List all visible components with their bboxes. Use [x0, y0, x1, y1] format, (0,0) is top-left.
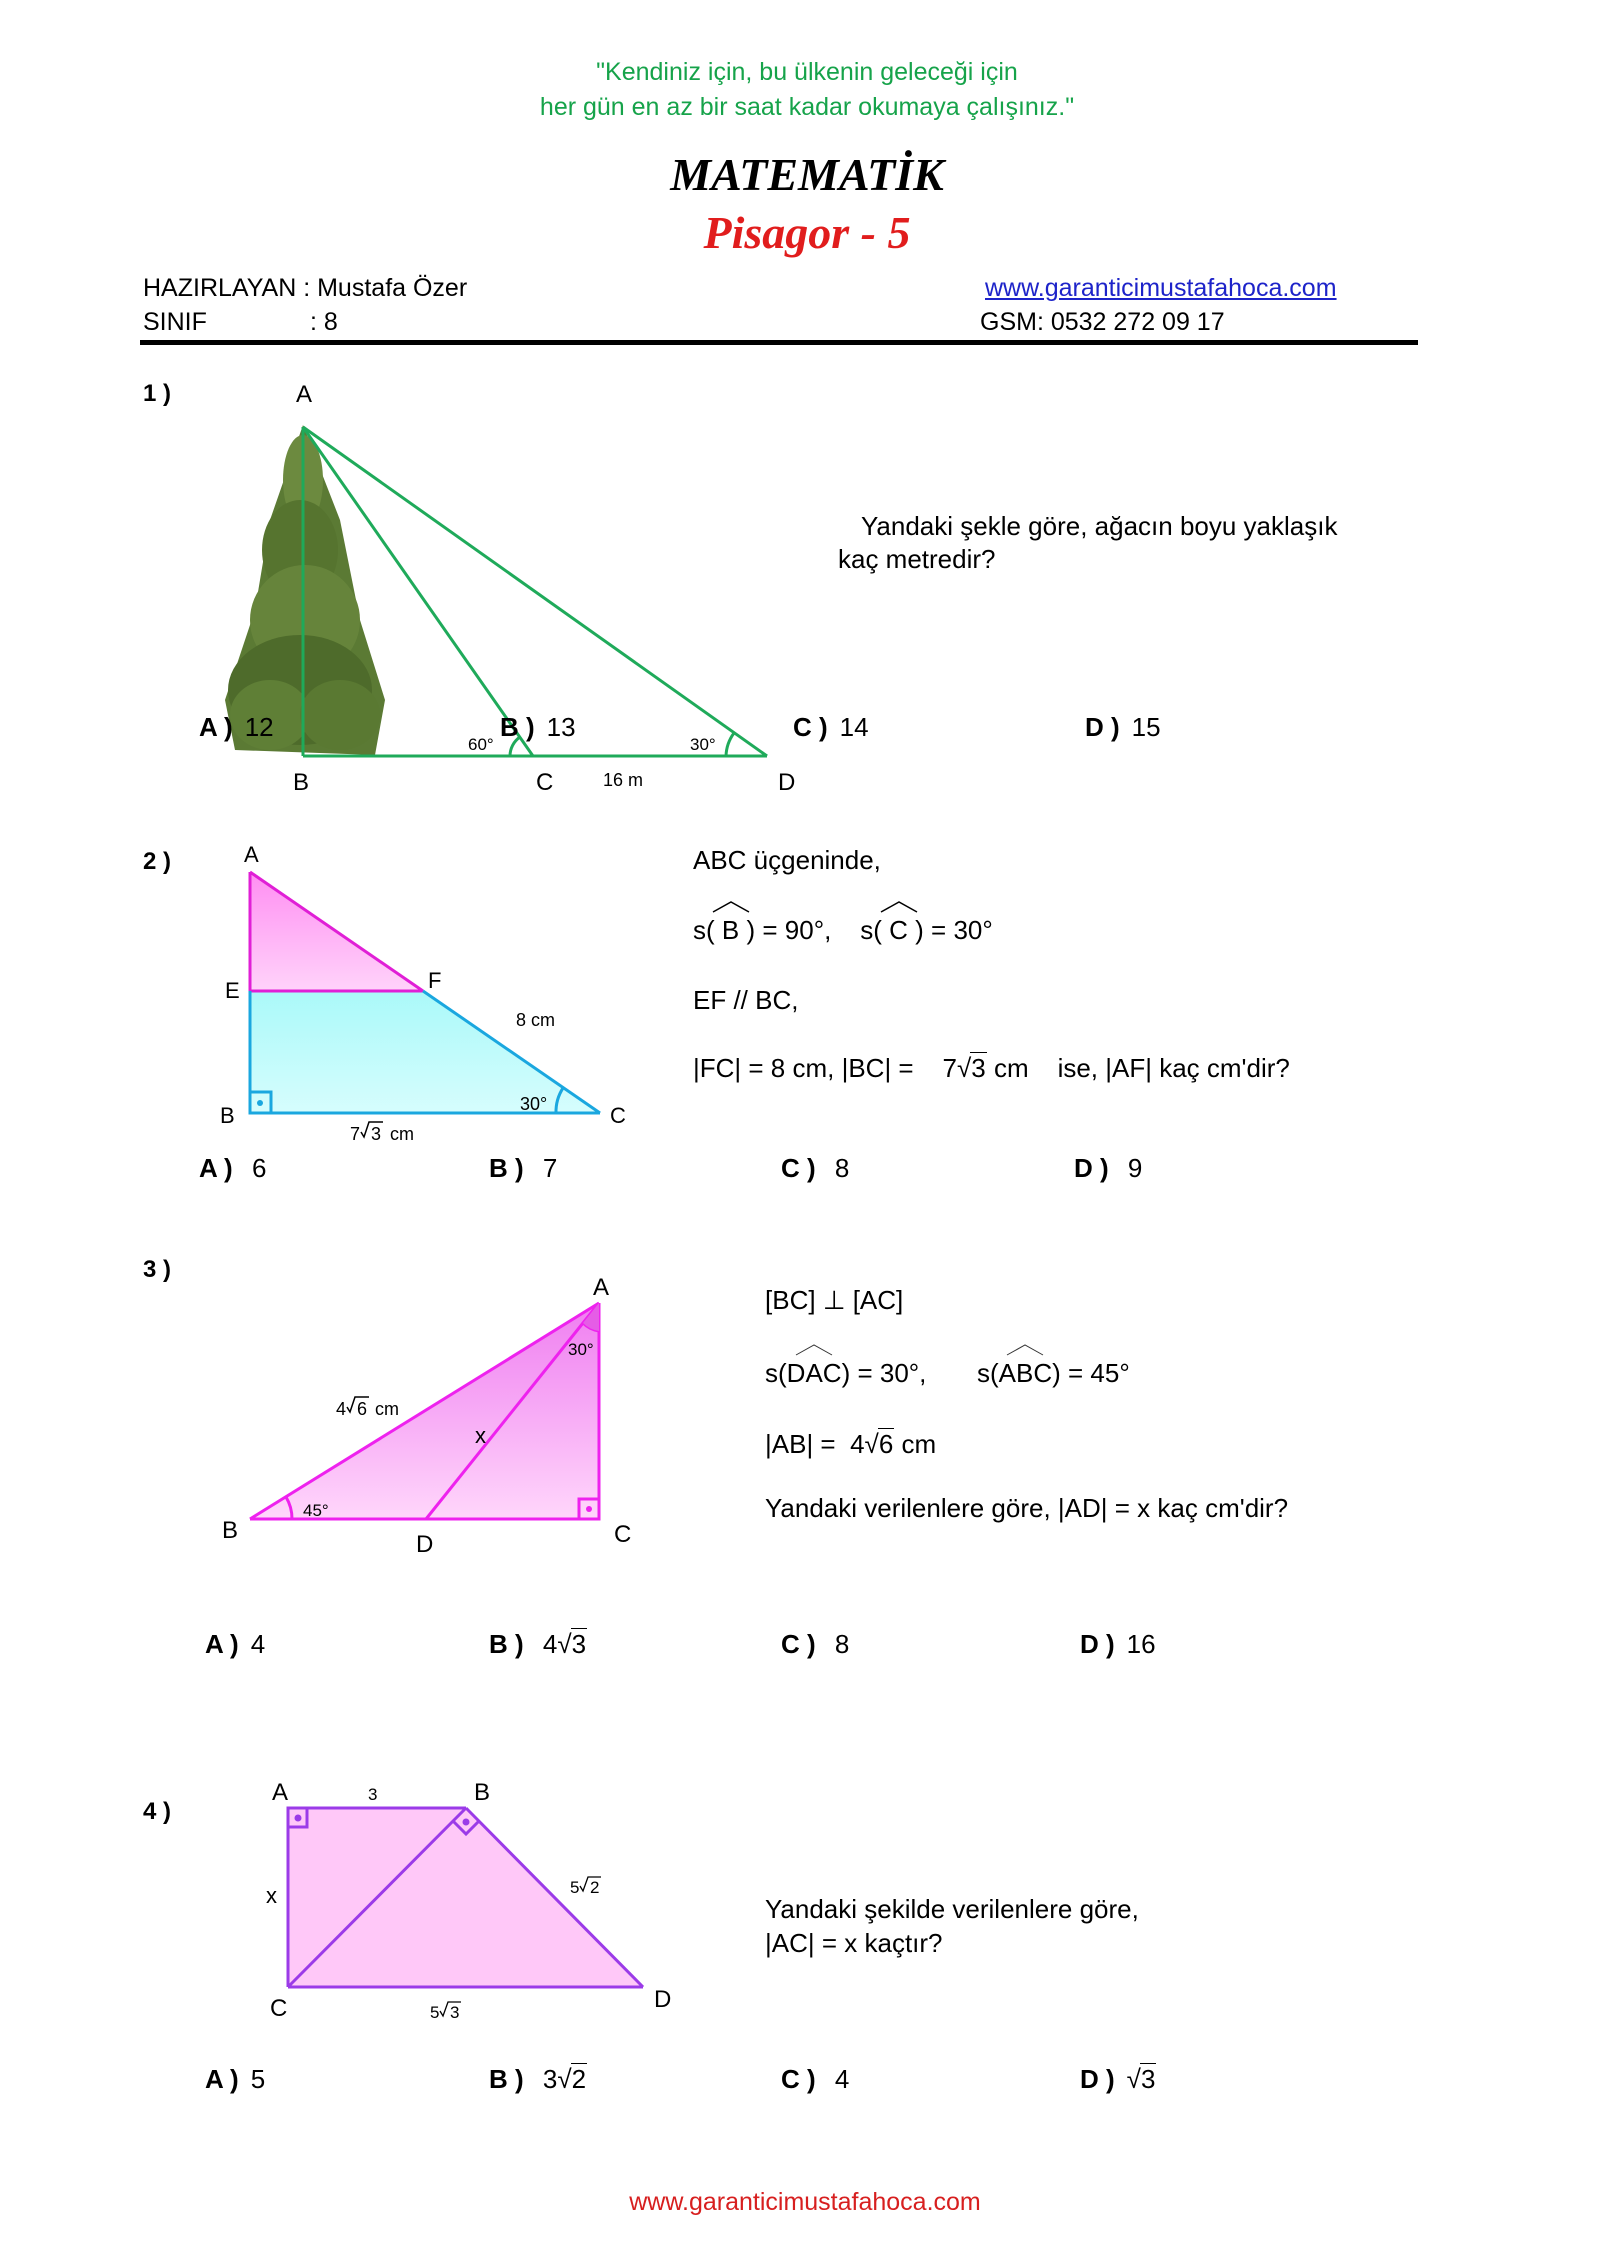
segment-CD-label [430, 2002, 461, 2022]
angle-D-arc [726, 733, 734, 756]
option-value: 12 [244, 712, 274, 742]
question-3-figure [210, 1274, 650, 1570]
label-D: D [778, 769, 796, 796]
phone-number: GSM: 0532 272 09 17 [980, 308, 1225, 336]
subject-title: MATEMATİK [670, 149, 944, 200]
label-F: F [428, 968, 442, 993]
angle-B-hat: B [715, 914, 747, 947]
question-1-figure [200, 370, 820, 810]
svg-text:3: 3 [371, 1124, 382, 1144]
question-3-line4: Yandaki verilenlere göre, |AD| = x kaç cm'dir? [765, 1493, 1289, 1523]
question-4-number: 4 ) [143, 1798, 172, 1825]
angle-A-label: 30° [568, 1340, 594, 1359]
svg-text:4: 4 [336, 1399, 347, 1419]
option-value: 14 [839, 712, 869, 742]
angle-DAC-hat: DAC [787, 1357, 842, 1390]
tree-icon [225, 425, 385, 755]
segment-CD-label: 16 m [603, 770, 644, 790]
question-2-option-a[interactable]: A ) 6 [199, 1153, 267, 1183]
label-A: A [244, 842, 259, 867]
question-3-option-d[interactable]: D ) 16 [1080, 1629, 1156, 1659]
header-divider [140, 340, 1418, 345]
label-B: B [222, 1517, 239, 1544]
ab-value: 4√6 cm [850, 1429, 937, 1459]
svg-text:cm: cm [390, 1124, 414, 1144]
segment-AB-label [336, 1397, 399, 1419]
bc-value: 7√3 cm [942, 1053, 1029, 1083]
class-label: SINIF [143, 308, 207, 336]
question-4-option-c[interactable]: C ) 4 [781, 2064, 850, 2094]
footer-website[interactable]: www.garanticimustafahoca.com [629, 2188, 981, 2216]
segment-AC-label: x [266, 1883, 277, 1908]
question-1-text-line1: Yandaki şekle göre, ağacın boyu yaklaşık [861, 511, 1338, 541]
option-value: 13 [546, 712, 576, 742]
author-label: HAZIRLAYAN : Mustafa Özer [143, 274, 468, 302]
question-2-line3: EF // BC, [693, 985, 799, 1015]
question-1-option-d[interactable] [1085, 712, 1161, 743]
motto-line-2: her gün en az bir saat kadar okumaya çalışınız." [539, 93, 1075, 121]
question-1-option-b[interactable] [500, 712, 576, 743]
option-letter: B ) [500, 712, 535, 742]
question-4-figure [250, 1780, 690, 2040]
question-4-option-b[interactable]: B ) 3√2 [489, 2064, 587, 2094]
angle-C-pre: s( [860, 915, 882, 945]
angle-ABC-hat: ABC [999, 1357, 1052, 1390]
angle-B-pre: s( [693, 915, 715, 945]
question-2-line2 [693, 914, 993, 947]
question-2-option-d[interactable]: D ) 9 [1074, 1153, 1143, 1183]
question-1-option-c[interactable] [793, 712, 869, 743]
question-3-option-b[interactable]: B ) 4√3 [489, 1629, 587, 1659]
label-A: A [593, 1274, 610, 1301]
label-C: C [536, 769, 554, 796]
question-1-number: 1 ) [143, 380, 172, 407]
angle-B-label: 45° [303, 1501, 329, 1520]
question-1-option-a[interactable] [199, 712, 274, 743]
segment-BD-label [570, 1877, 601, 1897]
svg-text:3: 3 [450, 2003, 460, 2022]
question-4-option-a[interactable]: A ) 5 [205, 2064, 266, 2094]
angle-C-label: 60° [468, 735, 494, 754]
label-A: A [272, 1779, 289, 1806]
label-C: C [610, 1103, 626, 1128]
svg-text:7: 7 [350, 1124, 361, 1144]
question-2-line1: ABC üçgeninde, [693, 845, 881, 875]
question-3-option-a[interactable]: A ) 4 [205, 1629, 266, 1659]
svg-text:5: 5 [430, 2003, 440, 2022]
question-4-option-d[interactable]: D ) √3 [1080, 2064, 1156, 2094]
website-link[interactable]: www.garanticimustafahoca.com [985, 274, 1337, 302]
svg-text:5: 5 [570, 1878, 580, 1897]
question-3-line3: |AB| = 4√6 cm [765, 1429, 937, 1459]
motto-line-1: "Kendiniz için, bu ülkenin geleceği için [596, 58, 1018, 86]
segment-AD-label: x [475, 1423, 486, 1448]
question-2-line4: |FC| = 8 cm, |BC| = 7√3 cm ise, |AF| kaç cm'dir? [693, 1053, 1290, 1083]
question-2-number: 2 ) [143, 848, 172, 875]
class-value: : 8 [310, 308, 338, 336]
question-4-line1: Yandaki şekilde verilenlere göre, [765, 1894, 1139, 1924]
label-B: B [474, 1779, 491, 1806]
question-4-line2: |AC| = x kaçtır? [765, 1928, 943, 1958]
angle-C-hat: C [882, 914, 915, 947]
question-2-figure [200, 840, 640, 1150]
label-B: B [293, 769, 310, 796]
option-letter: D ) [1085, 712, 1120, 742]
topic-title: Pisagor - 5 [703, 207, 911, 258]
label-B: B [220, 1103, 235, 1128]
label-D: D [416, 1531, 434, 1558]
question-3-option-c[interactable]: C ) 8 [781, 1629, 850, 1659]
angle-B-post: ) = 90°, [746, 915, 832, 945]
svg-text:cm: cm [375, 1399, 399, 1419]
label-C: C [270, 1995, 288, 2022]
angle-C-label: 30° [520, 1094, 548, 1114]
option-value: 15 [1131, 712, 1161, 742]
question-3-line2: s( DAC) = 30°, s( ABC) = 45° [765, 1357, 1130, 1390]
angle-D-label: 30° [690, 735, 716, 754]
label-D: D [654, 1986, 672, 2013]
svg-text:6: 6 [357, 1399, 368, 1419]
question-3-number: 3 ) [143, 1256, 172, 1283]
question-2-option-c[interactable]: C ) 8 [781, 1153, 850, 1183]
option-letter: A ) [199, 712, 233, 742]
question-2-option-b[interactable]: B ) 7 [489, 1153, 558, 1183]
svg-text:2: 2 [590, 1878, 600, 1897]
label-C: C [614, 1521, 632, 1548]
segment-FC-label: 8 cm [516, 1010, 556, 1030]
segment-BC-label [350, 1122, 414, 1144]
perpendicular-symbol: ⊥ [822, 1285, 846, 1315]
label-A: A [296, 381, 313, 408]
question-1-text-line2: kaç metredir? [838, 544, 996, 574]
question-3-line1: [BC] ⊥ [AC] [765, 1285, 904, 1315]
option-letter: C ) [793, 712, 828, 742]
segment-AB-label: 3 [368, 1785, 378, 1804]
label-E: E [225, 978, 240, 1003]
angle-C-post: ) = 30° [915, 915, 993, 945]
